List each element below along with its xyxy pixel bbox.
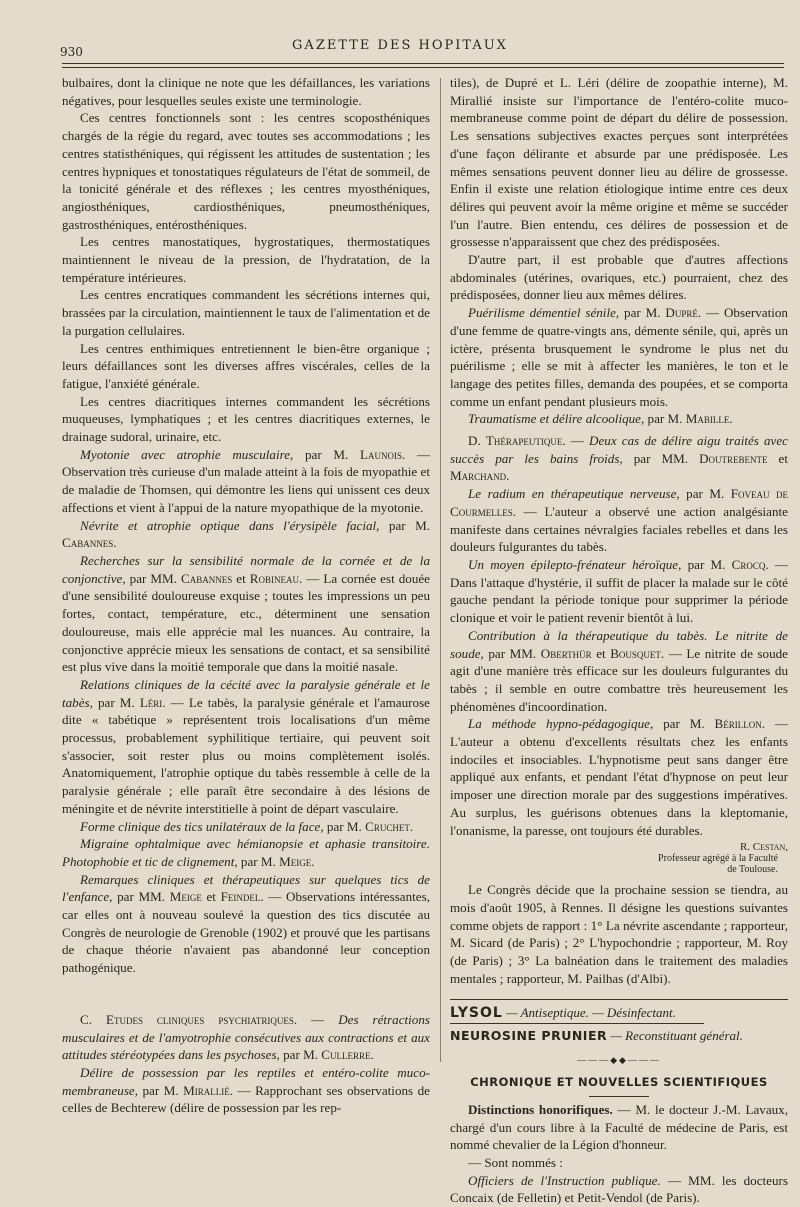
entry-author: Doutrebente — [699, 450, 768, 466]
abstract-entry: Contribution à la thérapeutique du tabès. Le nitrite de soude, par MM. Oberthür et Bousquet. — Le nitrite de soude agit d'une manière très efficace sur les douleurs fulgurantes du tabès ; il semble en outre combattre très heureusement les phénomènes d'incoordination. — [450, 627, 788, 714]
entry-title: Délire de possession par les reptiles et entéro-colite muco-membraneuse, — [62, 1064, 430, 1098]
advert-rule — [450, 1023, 704, 1024]
entry-title: Recherches sur la sensibilité normale de la cornée et de la conjonctive, — [62, 552, 430, 586]
entry-author: Meige — [279, 853, 312, 869]
abstract-entry: Myotonie avec atrophie musculaire, par M. Launois. — Observation très curieuse d'un malade atteint à la fois de myopathie et de maladie de Thomsen, qui démontre les liens qui unissent ces deux affections et vient à l'appui de la nature myopathique de la myotonie. — [62, 446, 431, 515]
abstract-entry: Recherches sur la sensibilité normale de la cornée et de la conjonctive, par MM. Cabannes et Robineau. — La cornée est douée d'une sensibilité douloureuse exquise ; toutes les impressions un peu fortes, contact, température, etc., déterminent une sensation douloureuse, mais elle apprécie mal les nuances. Au contraire, la conjonctive apprécie mieux les sensations de contact, et sa sensibilité est plus vive dans la moitié temporale que dans la moitié nasale. — [62, 552, 430, 675]
section-rule — [589, 1096, 649, 1097]
abstract-entry: La méthode hypno-pédagogique, par M. Bérillon. — L'auteur a obtenu d'excellents résultats chez les enfants indociles et insociables. L'hypnotisme peut sans danger être appliqué aux enfants, et pendant l'état d'hypnose on peut leur imposer une direction morale par des suggestions impératives. Au surplus, les guérisons obtenues dans la kleptomanie, l'onanisme, la paresse, ont toujours été durables. — [450, 716, 788, 838]
advert-neurosine: NEUROSINE PRUNIER — Reconstituant général. — [450, 1028, 743, 1044]
entry-title: Remarques cliniques et thérapeutiques sur quelques tics de l'enfance, — [62, 871, 430, 905]
entry-title: Relations cliniques de la cécité avec la paralysie générale et le tabès, — [62, 676, 430, 710]
section-heading-d: D. Thérapeutique. — Deux cas de délire aigu traités avec succès par les bains froids, par MM. Doutrebente et Marchand. — [450, 433, 788, 484]
paragraph: Les centres diacritiques internes commandent les sécrétions muqueuses, lymphatiques ; et les centres diacritiques externes, le drainage sudoral, urinaire, etc. — [62, 393, 430, 445]
entry-author: Cabannes — [180, 570, 233, 586]
right-column — [450, 74, 788, 1207]
entry-title: Forme clinique des tics unilatéraux de la face, — [80, 818, 324, 834]
paragraph: bulbaires, dont la clinique ne note que les défaillances, les variations négatives, pour lesquelles seules existe une terminologie. — [62, 75, 430, 108]
news-item: — Sont nommés : — [468, 1154, 563, 1170]
advert-rule — [450, 999, 788, 1000]
header-rule-thin — [62, 67, 784, 68]
paragraph: Les centres enthimiques entretiennent le bien-être organique ; leurs défaillances sont les diverses affres viscérales, celles de la fatigue, l'anxiété générale. — [62, 340, 430, 391]
left-column — [62, 74, 430, 1117]
entry-title: Névrite et atrophie optique dans l'érysipèle facial, — [80, 517, 380, 533]
entry-author: Oberthür — [540, 645, 592, 661]
entry-title: Puérilisme démentiel sénile, — [468, 305, 620, 321]
entry-author: Léri — [139, 694, 163, 710]
entry-author: Launois — [359, 446, 402, 462]
news-heading: Distinctions honorifiques. — [468, 1101, 613, 1117]
abstract-entry: Migraine ophtalmique avec hémianopsie et aphasie transitoire. Photophobie et tic de clignement, par M. Meige. — [62, 836, 430, 869]
abstract-entry: Forme clinique des tics unilatéraux de la face, par M. Cruchet. — [80, 818, 414, 834]
entry-author: Cabannes — [62, 535, 114, 551]
entry-author: Dupré — [665, 305, 698, 321]
paragraph: Les centres manostatiques, hygrostatiques, thermostatiques maintiennent le niveau de la pression, de l'hydratation, de la température intérieures. — [62, 234, 430, 285]
section-title: Etudes cliniques psychiatriques — [105, 1011, 294, 1027]
section-heading-c: C. Etudes cliniques psychiatriques. — Des rétractions musculaires et de l'amyotrophie consécutives aux contractions et aux attitudes stéréotypées dans les psychoses, par M. Cullerre. — [62, 1011, 430, 1063]
entry-title: Migraine ophtalmique avec hémianopsie et aphasie transitoire. Photophobie et tic de clignement, — [62, 836, 430, 869]
paragraph: Le Congrès décide que la prochaine session se tiendra, au mois d'août 1905, à Rennes. Il désigne les questions suivantes comme objets de rapport : 1° La névrite ascendante ; rapporteur, M. Sicard (de Paris) ; 2° L'hypochondrie ; rapporteur, M. Roy (de Paris) ; 3° La balnéation dans le traitement des maladies mentales ; rapporteur, M. Pailhas (d'Albi). — [450, 882, 788, 986]
advert-brand: NEUROSINE PRUNIER — [450, 1028, 608, 1044]
news-heading: Officiers de l'Instruction publique. — [468, 1172, 661, 1188]
signature-name: R. Cestan, — [739, 841, 788, 854]
entry-author: Bérillon — [714, 716, 762, 732]
abstract-entry: Remarques cliniques et thérapeutiques sur quelques tics de l'enfance, par MM. Meige et Feindel. — Observations intéressantes, car elles ont à nouveau soulevé la question des tics discutée au Congrès de neurologie de Grenoble (1902) et prouvé que les partisans de chaque théorie n'avaient pas abandonné leur conception pathogénique. — [62, 871, 430, 976]
ornament-divider: ———◆◆——— — [577, 1055, 661, 1066]
entry-author: Bousquet — [610, 645, 661, 661]
running-title: GAZETTE DES HOPITAUX — [292, 38, 508, 53]
signature-role: de Toulouse. — [727, 864, 778, 876]
entry-author: Mabille — [685, 411, 730, 427]
news-item: Officiers de l'Instruction publique. — MM. les docteurs Concaix (de Felletin) et Petit-Vendol (de Paris). — [450, 1172, 788, 1206]
column-separator — [440, 78, 441, 1062]
entry-title: Un moyen épilepto-frénateur héroïque, — [468, 556, 682, 572]
abstract-entry: Névrite et atrophie optique dans l'érysipèle facial, par M. Cabannes. — [62, 517, 430, 551]
abstract-entry: Relations cliniques de la cécité avec la paralysie générale et le tabès, par M. Léri. — Le tabès, la paralysie générale et l'amaurose dite « tabétique » représentent trois localisations d'un même processus, probablement syphilitique tertiaire, qui peuvent soit s'associer, soit rester plus ou moins complètement isolés. Anatomiquement, l'atrophie optique du tabès ressemble à celle de la paralysie générale ; elle paraît être secondaire à des lésions de méningite et de névrite interstitielle à point de départ vasculaire. — [62, 676, 430, 816]
entry-author: Robineau — [249, 570, 299, 586]
entry-title: Des rétractions musculaires et de l'amyotrophie consécutives aux contractions et aux attitudes stéréotypées dans les psychoses, — [62, 1011, 430, 1063]
entry-title: Myotonie avec atrophie musculaire, — [80, 446, 294, 462]
abstract-entry: Traumatisme et délire alcoolique, par M. Mabille. — [468, 411, 733, 427]
advert-lysol: LYSOL — Antiseptique. — Désinfectant. — [450, 1005, 676, 1022]
advert-brand: LYSOL — [450, 1005, 503, 1022]
section-title: Thérapeutique — [485, 433, 563, 449]
entry-title: Contribution à la thérapeutique du tabès. Le nitrite de soude, — [450, 627, 788, 661]
abstract-entry: Délire de possession par les reptiles et entéro-colite muco-membraneuse, par M. Mirallié. — Rapprochant ses observations de celles de Bechterew (délire de possession par les rep- — [62, 1064, 430, 1116]
abstract-entry: Le radium en thérapeutique nerveuse, par M. Foveau de Courmelles. — L'auteur a observé une action analgésiante manifeste dans certaines névralgies faciales rebelles et dans les douleurs fulgurantes du tabès. — [450, 486, 788, 555]
header-rule — [62, 63, 784, 64]
entry-author: Foveau de Courmelles — [450, 486, 788, 519]
entry-author: Crocq — [731, 556, 766, 572]
abstract-entry: Puérilisme démentiel sénile, par M. Dupré. — Observation d'une femme de quatre-vingts ans, démente sénile, qui, après un ictère, présenta brusquement le syndrome le plus net du puérilisme ; elle se mit à affecter les manières, le ton et le langage des petites filles, demanda des poupées, et se comporta comme un enfant pendant plusieurs mois. — [450, 305, 788, 409]
entry-author: Marchand — [450, 468, 507, 484]
paragraph: D'autre part, il est probable que d'autres affections abdominales (utérines, ovariques, etc.) pourraient, chez des prédisposées, donner lieu aux mêmes délires. — [450, 252, 788, 303]
chronique-title: CHRONIQUE ET NOUVELLES SCIENTIFIQUES — [470, 1075, 768, 1090]
entry-author: Meige — [169, 889, 202, 905]
entry-title: La méthode hypno-pédagogique, — [468, 716, 654, 732]
signature-role: Professeur agrégé à la Faculté — [658, 853, 778, 865]
entry-author: Cruchet — [365, 818, 410, 834]
entry-author: Cullerre — [321, 1047, 371, 1063]
entry-author: Feindel — [220, 889, 261, 905]
entry-title: Traumatisme et délire alcoolique, — [468, 411, 645, 427]
entry-author: Mirallié — [183, 1082, 230, 1098]
page-number: 930 — [60, 45, 83, 59]
entry-title: Le radium en thérapeutique nerveuse, — [468, 486, 680, 502]
news-item: Distinctions honorifiques. — M. le docteur J.-M. Lavaux, chargé d'un cours libre à la Faculté de médecine de Paris, est nommé chevalier de la Légion d'honneur. — [450, 1101, 789, 1153]
abstract-entry: Un moyen épilepto-frénateur héroïque, par M. Crocq. — Dans l'attaque d'hystérie, il suffit de placer la malade sur le côté gauche pendant la période tonique pour supprimer la période clonique et voir le patient revenir bientôt à lui. — [450, 556, 788, 626]
paragraph: Ces centres fonctionnels sont : les centres scoposthéniques chargés de la régie du regard, avec toutes ses accommodations ; les centres statisthéniques, qui régissent les attitudes de sustentation ; les centres hypniques et tonostatiques régulateurs de l'état de sommeil, de la tonicité générale et des réflexes ; les centres myosthéniques, angiosthéniques, cardiosthéniques, pneumosthéniques, gastrosthéniques, entérosthéniques. — [62, 110, 430, 232]
paragraph: tiles), de Dupré et L. Léri (délire de zoopathie interne), M. Mirallié insiste sur l'importance de l'entéro-colite muco-membraneuse comme point de départ du délire de possession. Les sensations subjectives exactes perçues sont interprétées d'une façon délirante et absurde par une prédisposée. Les mêmes sensations peuvent donner lieu au délire de grossesse. Enfin il existe une relation étiologique intime entre ces deux délires qui peuvent avoir la même origine et même se succéder l'un l'autre. Bien entendu, ces délires de possession et de grossesse n'apparaissent que chez des prédisposées. — [450, 75, 788, 250]
entry-title: Deux cas de délire aigu traités avec succès par les bains froids, — [450, 433, 788, 466]
author-signature — [450, 842, 788, 875]
paragraph: Les centres encratiques commandent les sécrétions internes qui, brassées par la circulation, maintiennent le taux de l'alimentation et de la purgation cellulaires. — [62, 287, 430, 338]
